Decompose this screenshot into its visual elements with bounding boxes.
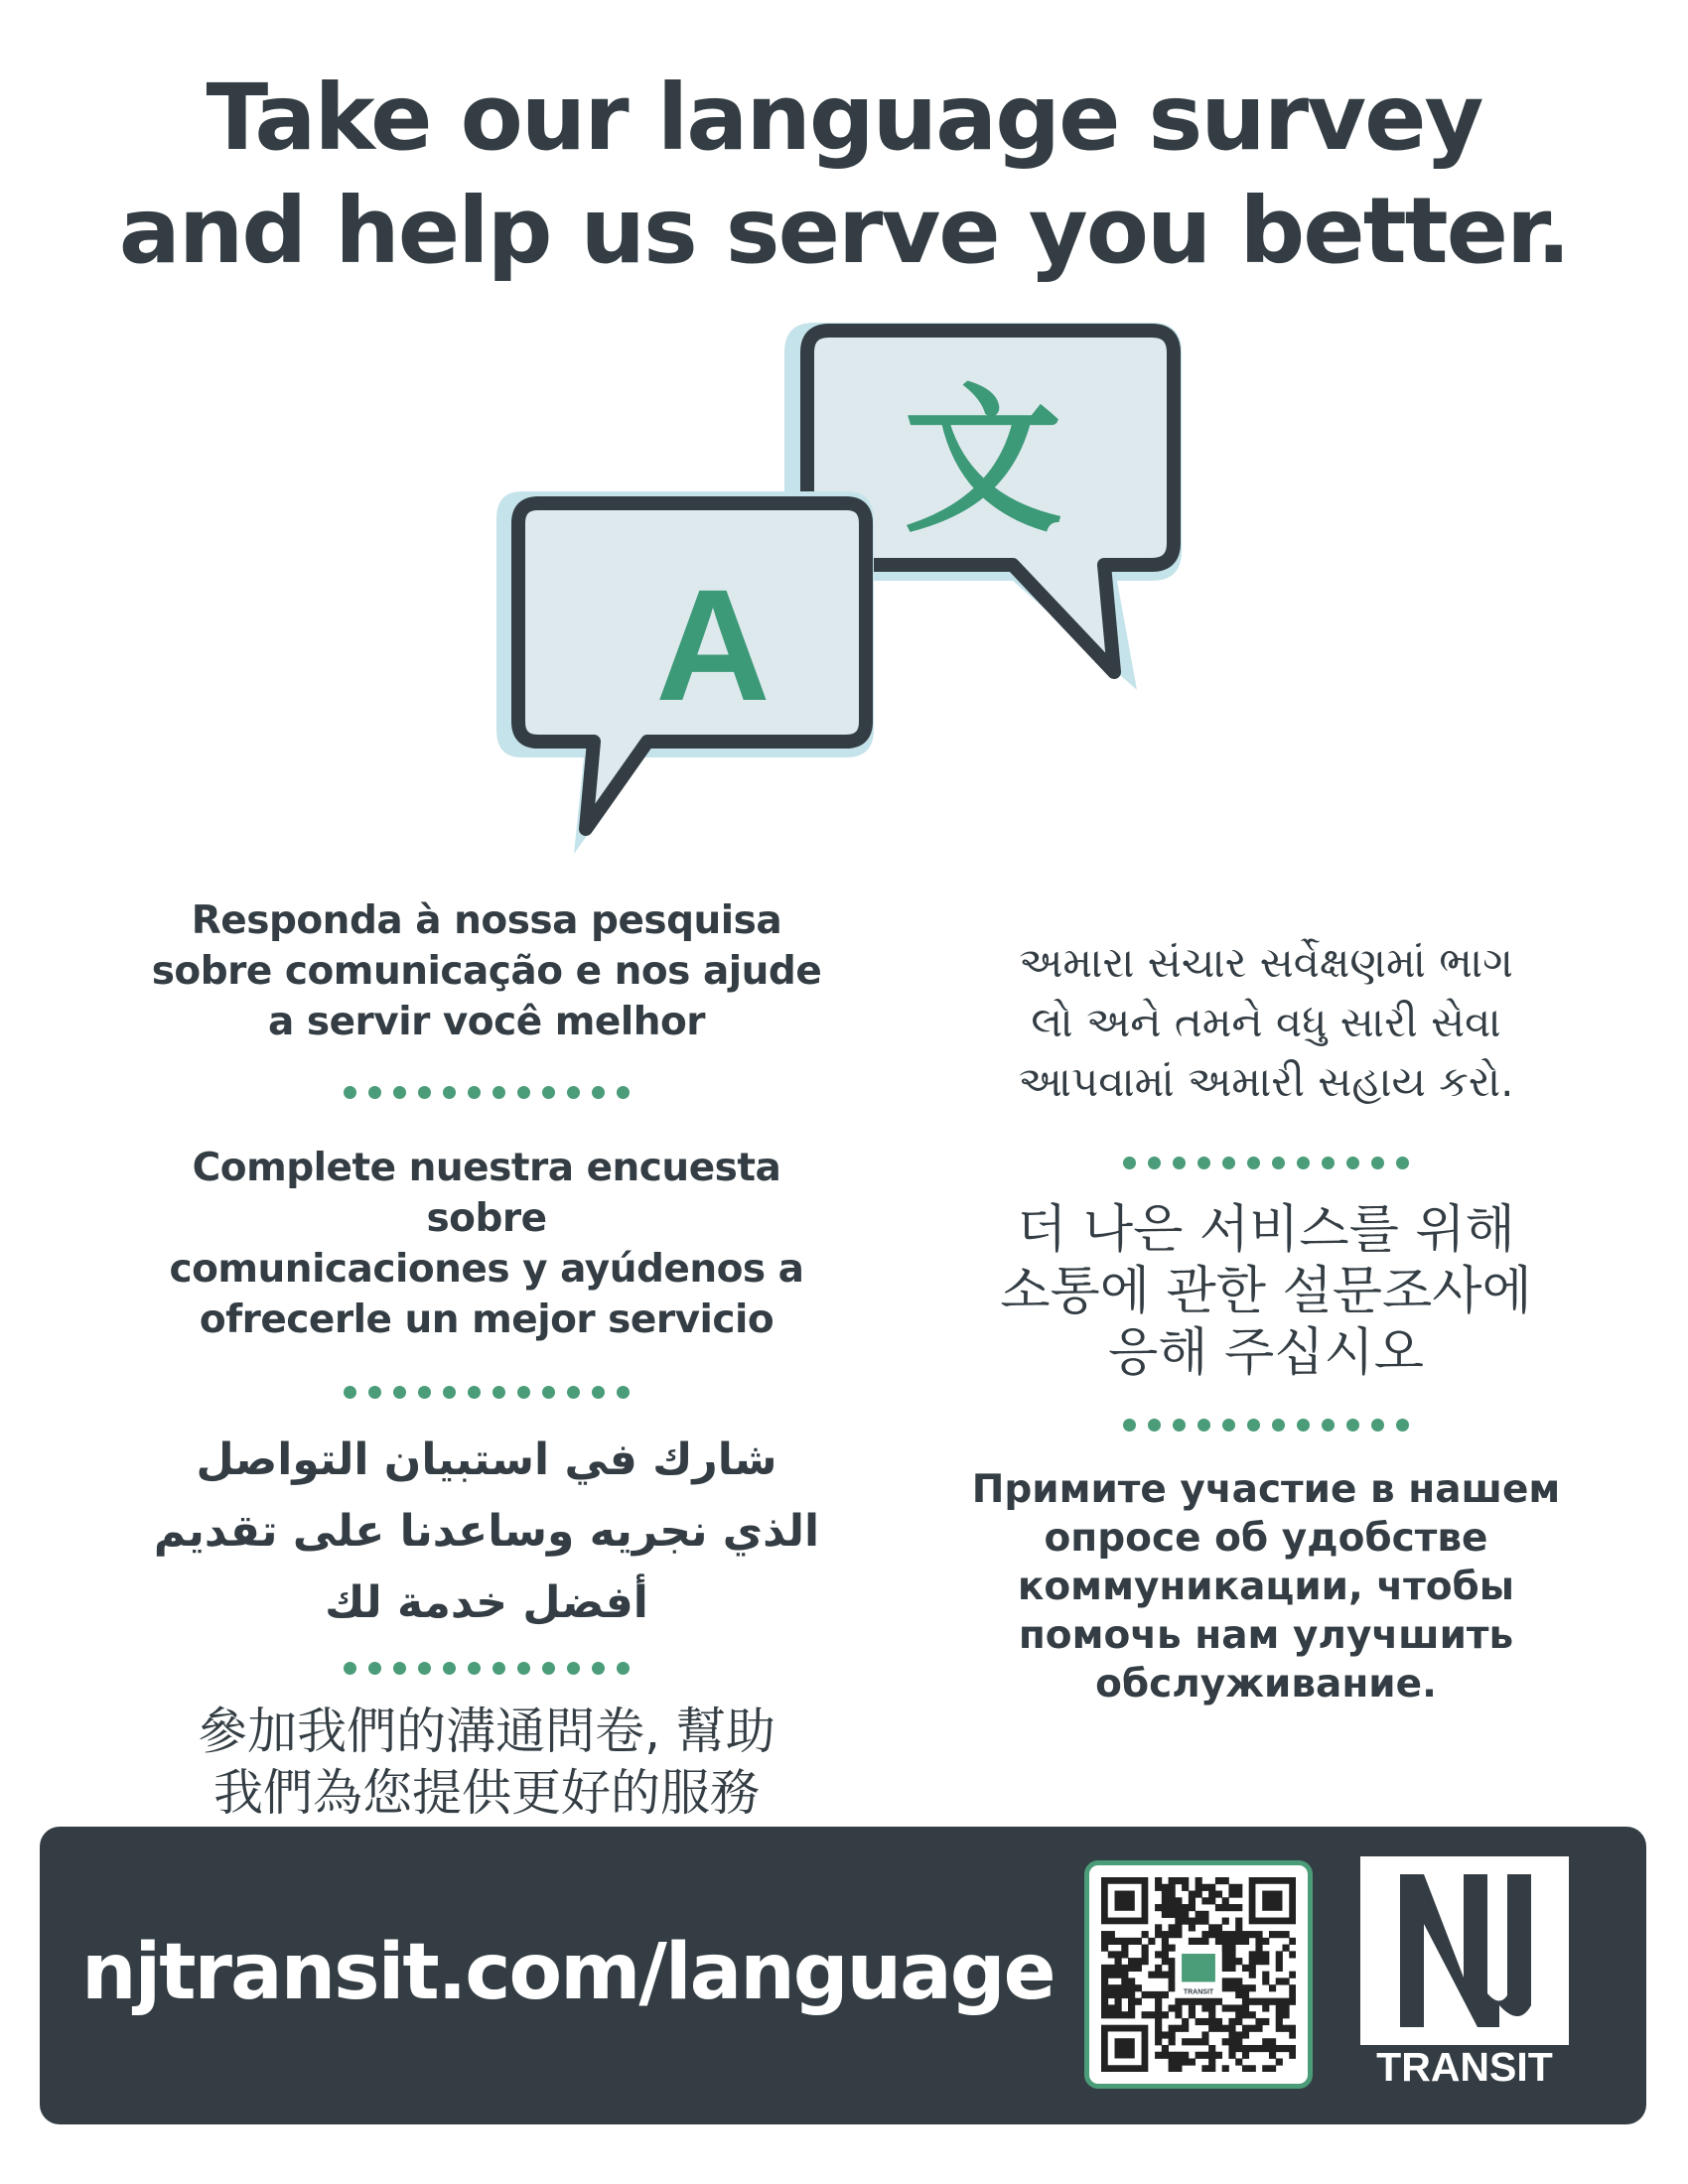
message-korean bbox=[909, 1199, 1623, 1384]
chinese-character-glyph: 文 bbox=[903, 368, 1063, 554]
qr-logo-label: TRANSIT bbox=[1183, 1988, 1214, 1996]
headline-line-1: Take our language survey bbox=[206, 65, 1482, 171]
message-line: коммуникации, чтобы bbox=[1017, 1565, 1515, 1609]
message-portuguese bbox=[129, 895, 844, 1047]
survey-url-link[interactable]: njtransit.com/language bbox=[81, 1928, 1055, 2017]
message-line: Responda à nossa pesquisa bbox=[191, 898, 782, 943]
message-line: અમારા સંચાર સર્વેક્ષણમાં ભાગ bbox=[1019, 938, 1513, 987]
message-line: أفضل خدمة لك bbox=[325, 1577, 648, 1628]
message-line: 我們為您提供更好的服務 bbox=[213, 1764, 760, 1822]
message-line: આપવામાં અમારી સહાય કરો. bbox=[1018, 1057, 1514, 1106]
message-gujarati bbox=[909, 933, 1623, 1112]
message-line: Complete nuestra encuesta sobre bbox=[192, 1146, 781, 1241]
message-line: 응해 주십시오 bbox=[1108, 1323, 1424, 1383]
message-line: 소통에 관한 설문조사에 bbox=[1000, 1262, 1532, 1321]
message-arabic bbox=[129, 1425, 844, 1639]
dotted-separator bbox=[129, 1657, 844, 1679]
dotted-separator bbox=[909, 1152, 1623, 1173]
headline-line-2: and help us serve you better. bbox=[118, 178, 1570, 284]
right-column bbox=[909, 933, 1623, 1708]
message-line: ofrecerle un mejor servicio bbox=[199, 1297, 774, 1342]
letter-a-glyph: A bbox=[655, 556, 771, 734]
speech-bubbles-icon bbox=[496, 313, 1211, 869]
qr-code[interactable] bbox=[1084, 1860, 1313, 2089]
message-line: помочь нам улучшить bbox=[1018, 1613, 1514, 1658]
nj-transit-wordmark: TRANSIT bbox=[1376, 2044, 1553, 2090]
message-line: شارك في استبيان التواصل bbox=[196, 1434, 777, 1485]
dotted-separator bbox=[129, 1381, 844, 1403]
translation-bubbles-illustration bbox=[496, 313, 1211, 869]
footer-bar bbox=[40, 1827, 1646, 2124]
message-line: લો અને તમને વધુ સારી સેવા bbox=[1031, 998, 1501, 1046]
message-russian bbox=[909, 1465, 1623, 1708]
nj-transit-logo bbox=[1360, 1856, 1579, 2095]
message-line: الذي نجريه وساعدنا على تقديم bbox=[153, 1506, 820, 1557]
message-line: Примите участие в нашем bbox=[971, 1467, 1561, 1512]
message-chinese bbox=[129, 1701, 844, 1824]
message-line: 더 나은 서비스를 위해 bbox=[1017, 1200, 1515, 1260]
message-line: 參加我們的溝通問卷, 幫助 bbox=[198, 1703, 775, 1760]
message-line: a servir você melhor bbox=[267, 1000, 705, 1044]
message-line: sobre comunicação e nos ajude bbox=[151, 949, 822, 994]
dotted-separator bbox=[909, 1414, 1623, 1435]
left-column bbox=[129, 895, 844, 1824]
message-line: опросе об удобстве bbox=[1044, 1516, 1488, 1561]
message-line: обслуживание. bbox=[1095, 1662, 1437, 1706]
qr-code-pattern bbox=[1101, 1877, 1296, 2072]
nj-monogram-icon bbox=[1360, 1856, 1569, 2045]
headline bbox=[0, 62, 1688, 288]
message-line: comunicaciones y ayúdenos a bbox=[169, 1247, 804, 1292]
message-spanish bbox=[129, 1143, 844, 1345]
dotted-separator bbox=[129, 1081, 844, 1103]
